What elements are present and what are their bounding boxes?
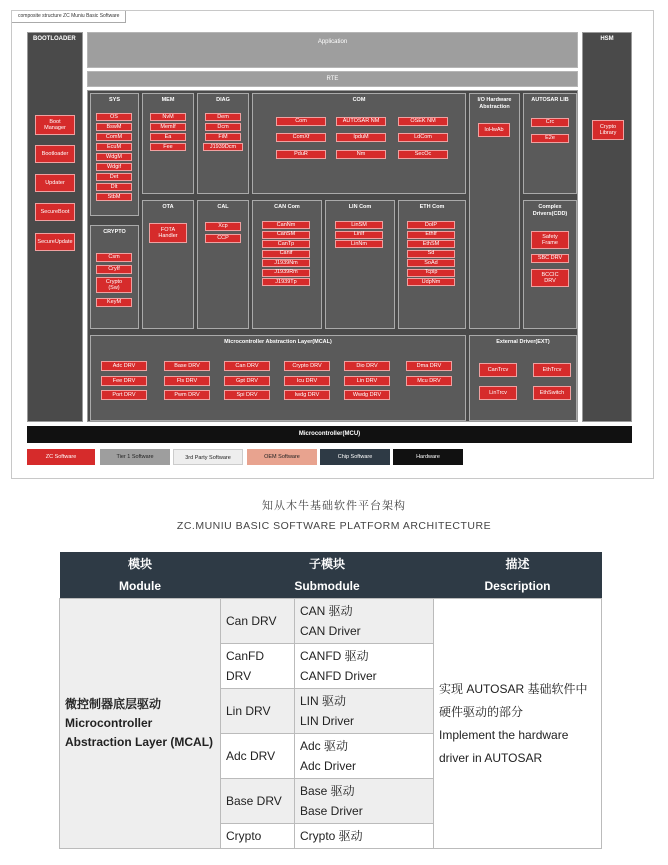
module-nm: Nm — [336, 150, 386, 159]
module-dlt: Dlt — [96, 183, 132, 191]
ota-title: OTA — [162, 204, 174, 210]
module-lintrcv: LinTrcv — [479, 386, 517, 400]
module-ethswitch: EthSwitch — [533, 386, 571, 400]
module-crc: Crc — [531, 118, 569, 127]
ext-group — [469, 335, 577, 421]
lin-com-title: LIN Com — [348, 204, 372, 210]
module-bootloader: Bootloader — [35, 145, 75, 163]
hsm-block — [582, 32, 632, 422]
module-fls-drv: Fls DRV — [164, 376, 210, 386]
module-linnm: LinNm — [335, 240, 383, 248]
module-pdur: PduR — [276, 150, 326, 159]
submodule-cell: Can DRV — [221, 599, 295, 644]
diag-title: DIAG — [216, 97, 230, 103]
module-cantp: CanTp — [262, 240, 310, 248]
module-pwm-drv: Pwm DRV — [164, 390, 210, 400]
frame-tab-title: composite structure ZC Muniu Basic Software — [12, 11, 126, 23]
module-iwdg-drv: Iwdg DRV — [284, 390, 330, 400]
module-tcpip: Tcpip — [407, 269, 455, 277]
module-boot-manager: Boot Manager — [35, 115, 75, 135]
submodule-description-cell: Crypto 驱动 — [295, 824, 434, 849]
module-dcm: Dcm — [205, 123, 241, 131]
module-ipdum: IpduM — [336, 133, 386, 142]
submodule-description-cell: Base 驱动 Base Driver — [295, 779, 434, 824]
module-nvm: NvM — [150, 113, 186, 121]
submodule-description-cell: CAN 驱动 CAN Driver — [295, 599, 434, 644]
autosar-lib-group — [523, 93, 577, 194]
module-base-drv: Base DRV — [164, 361, 210, 371]
cal-group — [197, 200, 249, 329]
module-dem: Dem — [205, 113, 241, 121]
lin-com-group — [325, 200, 395, 329]
module-can-drv: Can DRV — [224, 361, 270, 371]
submodule-cell: Lin DRV — [221, 689, 295, 734]
module-crypto-drv: Crypto DRV — [284, 361, 330, 371]
module-wwdg-drv: Wwdg DRV — [344, 390, 390, 400]
iohw-title: I/O Hardware Abstraction — [477, 97, 512, 110]
caption-cn: 知从木牛基础软件平台架构 — [262, 500, 406, 512]
module-doip: DoIP — [407, 221, 455, 229]
submodule-cell: Adc DRV — [221, 734, 295, 779]
bootloader-block — [27, 32, 83, 422]
module-dma-drv: Dma DRV — [406, 361, 452, 371]
module-keym: KeyM — [96, 298, 132, 307]
can-com-title: CAN Com — [274, 204, 300, 210]
submodule-description-cell: LIN 驱动 LIN Driver — [295, 689, 434, 734]
module-linif: LinIf — [335, 231, 383, 239]
module-updater: Updater — [35, 174, 75, 192]
module-secoc: SecOc — [398, 150, 448, 159]
hsm-title: HSM — [600, 36, 614, 42]
module-fee: Fee — [150, 143, 186, 151]
cdd-group — [523, 200, 577, 329]
module-ethsm: EthSM — [407, 240, 455, 248]
module-soad: SoAd — [407, 259, 455, 267]
application-layer — [87, 32, 578, 68]
module-fee-drv: Fee DRV — [101, 376, 147, 386]
module-linsm: LinSM — [335, 221, 383, 229]
ext-title: External Driver(EXT) — [496, 339, 550, 345]
module-gpt-drv: Gpt DRV — [224, 376, 270, 386]
module-sbc-drv: SBC DRV — [531, 254, 569, 263]
module-lin-drv: Lin DRV — [344, 376, 390, 386]
com-group — [252, 93, 466, 194]
mcu-bar — [27, 426, 632, 443]
rte-layer — [87, 71, 578, 87]
module-cantrcv: CanTrcv — [479, 363, 517, 377]
mem-title: MEM — [161, 97, 175, 103]
module-os: OS — [96, 113, 132, 121]
module-adc-drv: Adc DRV — [101, 361, 147, 371]
module-canif: Canif — [262, 250, 310, 258]
mcal-title: Microcontroller Abstraction Layer(MCAL) — [224, 339, 332, 345]
module-secureboot: SecureBoot — [35, 203, 75, 221]
module-spi-drv: Spi DRV — [224, 390, 270, 400]
legend-tier1: Tier 1 Software — [100, 449, 170, 465]
cal-title: CAL — [217, 204, 229, 210]
module-mcu-drv: Mcu DRV — [406, 376, 452, 386]
module-crypto-sw: Crypto (Sw) — [96, 277, 132, 293]
module-wdgm: WdgM — [96, 153, 132, 161]
module-com: Com — [276, 117, 326, 126]
module-xcp: Xcp — [205, 222, 241, 231]
mcu-label: Microcontroller(MCU) — [298, 431, 361, 437]
caption-en: ZC.MUNIU BASIC SOFTWARE PLATFORM ARCHITECTURE — [176, 520, 492, 532]
module-e2e: E2e — [531, 134, 569, 143]
module-bswm: BswM — [96, 123, 132, 131]
module-icu-drv: Icu DRV — [284, 376, 330, 386]
header-module: 模块 Module — [60, 552, 221, 599]
application-label: Application — [317, 39, 348, 45]
submodule-cell: Base DRV — [221, 779, 295, 824]
module-ethif: EthIf — [407, 231, 455, 239]
module-cell: 微控制器底层驱动 Microcontroller Abstraction Layer (MCAL) — [60, 599, 221, 849]
module-sd: Sd — [407, 250, 455, 258]
module-osek-nm: OSEK NM — [398, 117, 448, 126]
rte-label: RTE — [326, 76, 339, 82]
module-det: Det — [96, 173, 132, 181]
ota-group — [142, 200, 194, 329]
module-comm: ComM — [96, 133, 132, 141]
module-wdgif: Wdgif — [96, 163, 132, 171]
module-fota-handler: FOTA Handler — [149, 223, 187, 243]
module-comxf: ComXf — [276, 133, 326, 142]
module-cansm: CanSM — [262, 231, 310, 239]
module-j1939rm: J1939Rm — [262, 269, 310, 277]
submodule-cell: Crypto — [221, 824, 295, 849]
module-safety-frame: Safety Frame — [531, 231, 569, 249]
module-autosar-nm: AUTOSAR NM — [336, 117, 386, 126]
module-port-drv: Port DRV — [101, 390, 147, 400]
eth-com-title: ETH Com — [419, 204, 445, 210]
com-title: COM — [352, 97, 366, 103]
module-bccic-drv: BCCIC DRV — [531, 269, 569, 287]
module-udpnm: UdpNm — [407, 278, 455, 286]
header-submodule: 子模块 Submodule — [221, 552, 434, 599]
module-cryif: CryIf — [96, 265, 132, 274]
module-csm: Csm — [96, 253, 132, 262]
module-ccp: CCP — [205, 234, 241, 243]
module-j1939nm: J1939Nm — [262, 259, 310, 267]
legend-chip: Chip Software — [320, 449, 390, 465]
module-fim: FiM — [205, 133, 241, 141]
legend-zc: ZC Software — [27, 449, 95, 465]
table-row — [60, 599, 602, 644]
submodule-cell: CanFD DRV — [221, 644, 295, 689]
crypto-title: CRYPTO — [103, 229, 126, 235]
description-cell: 实现 AUTOSAR 基础软件中 硬件驱动的部分 Implement the hardware driver in AUTOSAR — [434, 599, 602, 849]
autosar-lib-title: AUTOSAR LIB — [531, 97, 569, 103]
bootloader-title: BOOTLOADER — [33, 36, 76, 42]
module-ea: Ea — [150, 133, 186, 141]
cdd-title: Complex Drivers(CDD) — [532, 204, 568, 217]
module-secureupdate: SecureUpdate — [35, 233, 75, 251]
module-j1939dcm: J1939Dcm — [203, 143, 243, 151]
module-dio-drv: Dio DRV — [344, 361, 390, 371]
submodule-description-cell: Adc 驱动 Adc Driver — [295, 734, 434, 779]
module-iohwab: IoHwAb — [478, 123, 510, 137]
legend-oem: OEM Software — [247, 449, 317, 465]
module-ethtrcv: EthTrcv — [533, 363, 571, 377]
module-crypto-library: Crypto Library — [592, 120, 624, 140]
module-memif: MemIf — [150, 123, 186, 131]
module-ldcom: LdCom — [398, 133, 448, 142]
submodule-description-cell: CANFD 驱动 CANFD Driver — [295, 644, 434, 689]
header-description: 描述 Description — [434, 552, 602, 599]
module-ecum: EcuM — [96, 143, 132, 151]
legend-3rd-party: 3rd Party Software — [173, 449, 243, 465]
module-cannm: CanNm — [262, 221, 310, 229]
module-j1939tp: J1939Tp — [262, 278, 310, 286]
sys-title: SYS — [108, 97, 120, 103]
module-stbm: StbM — [96, 193, 132, 201]
module-table — [59, 552, 602, 849]
legend-hardware: Hardware — [393, 449, 463, 465]
